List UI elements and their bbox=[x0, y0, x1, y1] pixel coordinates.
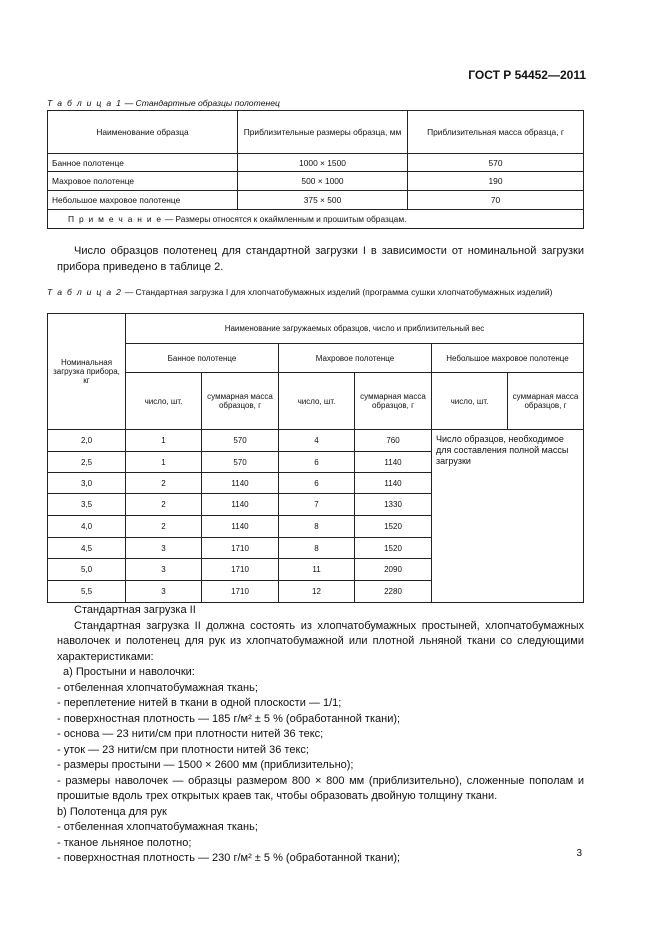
section-standard-load-2 bbox=[57, 603, 584, 867]
table-cell: 1140 bbox=[355, 473, 432, 494]
table2 bbox=[47, 313, 584, 603]
table1-header-row bbox=[48, 111, 584, 154]
subsection-heading: b) Полотенца для рук bbox=[57, 805, 167, 818]
paragraph-text: Стандартная загрузка II должна состоять из хлопчатобумажных простыней, хлопчатобумажных наволочек и полотенец для рук из хлопчатобумажной или плотной льняной ткани со следующими характеристиками: bbox=[57, 619, 584, 663]
list-item: - размеры наволочек — образцы размером 800 × 800 мм (приблизительно), сложенные пополам и прошитые вдоль трех открытых краев так, чтобы образовать двойную толщину ткани. bbox=[57, 774, 584, 802]
table-cell: 1140 bbox=[202, 473, 279, 494]
table2-header-count: число, шт. bbox=[279, 373, 355, 430]
table-cell: 3,5 bbox=[48, 494, 126, 516]
table2-header-mass: суммарная масса образцов, г bbox=[508, 373, 584, 430]
table-cell: 3 bbox=[126, 538, 202, 559]
table-cell: 5,5 bbox=[48, 581, 126, 603]
table-cell: 2 bbox=[126, 516, 202, 538]
table-cell: 3 bbox=[126, 581, 202, 603]
table-cell: 3,0 bbox=[48, 473, 126, 494]
table-cell: 1140 bbox=[202, 494, 279, 516]
table-row bbox=[48, 191, 584, 210]
table2-header-row bbox=[48, 314, 584, 344]
table-cell: 3 bbox=[126, 559, 202, 581]
page-number: 3 bbox=[576, 848, 582, 859]
table-cell: 1710 bbox=[202, 581, 279, 603]
table-cell: 760 bbox=[355, 430, 432, 452]
table-cell: 4 bbox=[279, 430, 355, 452]
table-cell: 570 bbox=[408, 154, 584, 172]
list-item: - отбеленная хлопчатобумажная ткань; bbox=[57, 681, 258, 694]
table-cell: 500 × 1000 bbox=[238, 172, 408, 191]
table1-header-cell: Приблизительные размеры образца, мм bbox=[238, 111, 408, 154]
table-cell: 190 bbox=[408, 172, 584, 191]
table2-small-note: Число образцов, необходимое для составления полной массы загрузки bbox=[432, 430, 584, 603]
table2-header-row bbox=[48, 373, 584, 430]
table-cell: 1 bbox=[126, 452, 202, 473]
table-cell: 2,0 bbox=[48, 430, 126, 452]
table1-note bbox=[48, 210, 584, 229]
table2-header-row bbox=[48, 344, 584, 373]
table-cell: 12 bbox=[279, 581, 355, 603]
list-item: - поверхностная плотность — 185 г/м² ± 5 % (обработанной ткани); bbox=[57, 712, 401, 725]
table1-title: — Стандартные образцы полотенец bbox=[122, 98, 280, 108]
table2-header-count: число, шт. bbox=[126, 373, 202, 430]
table1-note-row bbox=[48, 210, 584, 229]
table1-header-cell: Приблизительная масса образца, г bbox=[408, 111, 584, 154]
subsection-heading: a) Простыни и наволочки: bbox=[63, 666, 195, 678]
table2-header-load: Номинальная загрузка прибора, кг bbox=[48, 314, 126, 430]
table-cell: 8 bbox=[279, 538, 355, 559]
table-row bbox=[48, 172, 584, 191]
table-cell: 2,5 bbox=[48, 452, 126, 473]
table-cell: 1 bbox=[126, 430, 202, 452]
table-cell: 1710 bbox=[202, 559, 279, 581]
table2-header-small: Небольшое махровое полотенце bbox=[432, 344, 584, 373]
table-cell: 2280 bbox=[355, 581, 432, 603]
table-cell: 1000 × 1500 bbox=[238, 154, 408, 172]
table2-header-mass: суммарная масса образцов, г bbox=[355, 373, 432, 430]
paragraph-1 bbox=[57, 244, 584, 275]
table-cell: 570 bbox=[202, 452, 279, 473]
table-cell: 7 bbox=[279, 494, 355, 516]
table-cell: 2 bbox=[126, 494, 202, 516]
table-cell: 70 bbox=[408, 191, 584, 210]
table-cell: 1140 bbox=[355, 452, 432, 473]
table-cell: 4,5 bbox=[48, 538, 126, 559]
table-cell: 8 bbox=[279, 516, 355, 538]
table-cell: Небольшое махровое полотенце bbox=[48, 191, 238, 210]
table-cell: Махровое полотенце bbox=[48, 172, 238, 191]
table-cell: 11 bbox=[279, 559, 355, 581]
list-item: - переплетение нитей в ткани в одной плоскости — 1/1; bbox=[57, 697, 342, 709]
list-item: - основа — 23 нити/см при плотности нитей 36 текс; bbox=[57, 728, 324, 740]
table2-header-group: Наименование загружаемых образцов, число и приблизительный вес bbox=[126, 314, 584, 344]
table2-title: — Стандартная загрузка I для хлопчатобумажных изделий (программа сушки хлопчатобумажных изделий) bbox=[122, 287, 553, 297]
table1-note-label: П р и м е ч а н и е bbox=[68, 214, 163, 224]
paragraph-text: Число образцов полотенец для стандартной загрузки I в зависимости от номинальной загрузки прибора приведено в таблице 2. bbox=[57, 245, 584, 273]
document-header: ГОСТ Р 54452—2011 bbox=[468, 68, 586, 82]
table-row bbox=[48, 430, 584, 452]
table-cell: 2090 bbox=[355, 559, 432, 581]
table2-caption bbox=[47, 286, 584, 298]
table-cell: 570 bbox=[202, 430, 279, 452]
table2-header-bath: Банное полотенце bbox=[126, 344, 279, 373]
table-row bbox=[48, 154, 584, 172]
table-cell: 1520 bbox=[355, 516, 432, 538]
list-item: - уток — 23 нити/см при плотности нитей 36 текс; bbox=[57, 743, 309, 756]
table-cell: 4,0 bbox=[48, 516, 126, 538]
list-item: - размеры простыни — 1500 × 2600 мм (приблизительно); bbox=[57, 759, 354, 771]
table2-label: Т а б л и ц а 2 bbox=[47, 287, 123, 297]
table-cell: 375 × 500 bbox=[238, 191, 408, 210]
table2-header-mass: суммарная масса образцов, г bbox=[202, 373, 279, 430]
table1-label: Т а б л и ц а 1 bbox=[47, 98, 123, 108]
table1 bbox=[47, 110, 584, 229]
table-cell: 6 bbox=[279, 473, 355, 494]
table2-header-count: число, шт. bbox=[432, 373, 508, 430]
table-cell: 1140 bbox=[202, 516, 279, 538]
section-heading: Стандартная загрузка II bbox=[74, 604, 196, 616]
table-cell: 5,0 bbox=[48, 559, 126, 581]
table-cell: 6 bbox=[279, 452, 355, 473]
table1-caption bbox=[47, 97, 280, 109]
table-cell: 1710 bbox=[202, 538, 279, 559]
list-item: - отбеленная хлопчатобумажная ткань; bbox=[57, 821, 258, 833]
list-item: - поверхностная плотность — 230 г/м² ± 5 % (обработанной ткани); bbox=[57, 852, 401, 864]
table-cell: Банное полотенце bbox=[48, 154, 238, 172]
table-cell: 1520 bbox=[355, 538, 432, 559]
table1-header-cell: Наименование образца bbox=[48, 111, 238, 154]
list-item: - тканое льняное полотно; bbox=[57, 836, 192, 849]
table2-header-terry: Махровое полотенце bbox=[279, 344, 432, 373]
table-cell: 2 bbox=[126, 473, 202, 494]
table1-note-text: — Размеры относятся к окаймленным и прошитым образцам. bbox=[162, 214, 407, 224]
table-cell: 1330 bbox=[355, 494, 432, 516]
